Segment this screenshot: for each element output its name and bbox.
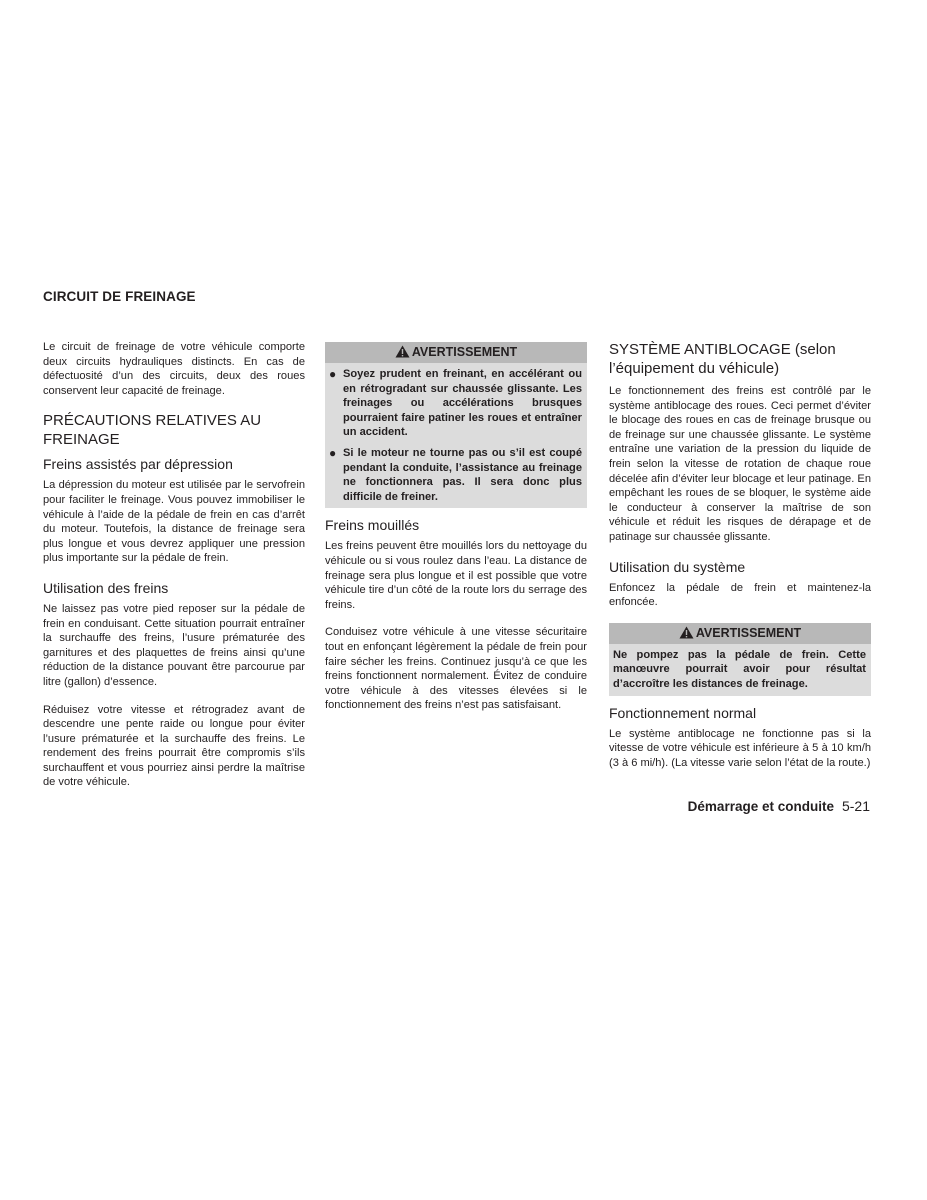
abs-heading: SYSTÈME ANTIBLOCAGE (selon l’équipement du véhicule)	[609, 341, 836, 377]
fonctionnement-heading: Fonctionnement normal	[609, 704, 757, 721]
warning-item-text: Si le moteur ne tourne pas ou s’il est coupé pendant la conduite, l’assistance au freinage ne fonctionnera pas. Il sera donc plus difficile de freiner.	[343, 446, 582, 503]
warning-header	[609, 623, 871, 644]
warning-body	[325, 363, 587, 508]
freins-mouilles-heading: Freins mouillés	[325, 517, 420, 534]
freins-mouilles-paragraph-2: Conduisez votre véhicule à une vitesse sécuritaire tout en enfonçant légèrement la pédale de frein pour faire sécher les freins. Continuez jusqu’à ce que les freins fonctionnent normalement. Évitez de conduire votre véhicule à des vitesses élevées si le fonctionnement des freins n’est pas satisfaisant.	[325, 626, 587, 712]
warning-item-text: Soyez prudent en freinant, en accélérant ou en rétrogradant sur chaussée glissante. Les freinages ou accélérations brusques pourraient faire patiner les roues et entraîner un accident.	[343, 368, 582, 439]
page-number: 5-21	[841, 798, 870, 814]
warning-body	[609, 644, 871, 696]
freins-mouilles-paragraph-1: Les freins peuvent être mouillés lors du nettoyage du véhicule ou si vous roulez dans l’eau. La distance de freinage sera plus longue et il est possible que votre véhicule tire d’un côté de la route lors du serrage des freins.	[325, 540, 587, 611]
bullet-icon: ●	[329, 445, 337, 460]
warning-triangle-icon	[679, 626, 694, 639]
column-2	[325, 340, 587, 726]
fonctionnement-paragraph: Le système antiblocage ne fonctionne pas si la vitesse de votre véhicule est inférieure à 5 à 10 km/h (3 à 6 mi/h). (La vitesse varie selon l’état de la route.)	[609, 727, 871, 769]
column-3	[609, 340, 871, 783]
utilisation-systeme-paragraph: Enfoncez la pédale de frein et maintenez-la enfoncée.	[609, 581, 871, 609]
abs-paragraph: Le fonctionnement des freins est contrôlé par le système antiblocage des roues. Ceci permet d’éviter le blocage des roues en cas de freinage brusque ou de freinage sur une chaussée glissante. Le système entraîne une variation de la pression du liquide de frein selon la vitesse de rotation de chaque roue décelée afin d’éviter leur blocage et leur patinage. En empêchant les roues de se bloquer, le système aide le conducteur à conserver la maîtrise de son véhicule et réduit les risques de dérapage et de patinage sur chaussée glissante.	[609, 385, 871, 543]
warning-item	[329, 367, 582, 440]
freins-assistes-heading: Freins assistés par dépression	[43, 456, 233, 473]
warning-box-abs	[609, 623, 871, 696]
section-title: CIRCUIT DE FREINAGE	[43, 289, 196, 304]
utilisation-freins-paragraph-1: Ne laissez pas votre pied reposer sur la pédale de frein en conduisant. Cette situation pourrait entraîner la surchauffe des freins, l’usure prématurée des garnitures et des plaquettes de freins ainsi qu’une réduction de la distance pouvant être parcourue par litre (gallon) d’essence.	[43, 602, 305, 688]
warning-item	[329, 446, 582, 504]
column-1	[43, 340, 305, 803]
warning-header	[325, 342, 587, 363]
warning-box	[325, 342, 587, 508]
page-footer	[688, 798, 870, 814]
warning-title: AVERTISSEMENT	[695, 625, 802, 640]
warning-triangle-icon	[395, 345, 410, 358]
warning-text: Ne pompez pas la pédale de frein. Cette manœuvre pourrait avoir pour résultat d’accroître les distances de freinage.	[613, 648, 866, 690]
utilisation-freins-heading: Utilisation des freins	[43, 579, 169, 596]
warning-title: AVERTISSEMENT	[411, 345, 518, 359]
precautions-heading: PRÉCAUTIONS RELATIVES AU FREINAGE	[43, 412, 262, 449]
utilisation-systeme-heading: Utilisation du système	[609, 558, 746, 575]
chapter-title: Démarrage et conduite	[687, 799, 834, 814]
utilisation-freins-paragraph-2: Réduisez votre vitesse et rétrogradez avant de descendre une pente raide ou longue pour éviter l’usure prématurée et la surchauffe des freins. Le rendement des freins pourrait être compromis s’ils surchauffent et vous pourriez ainsi perdre la maîtrise de votre véhicule.	[43, 703, 305, 789]
bullet-icon: ●	[329, 367, 337, 381]
intro-paragraph: Le circuit de freinage de votre véhicule comporte deux circuits hydrauliques distincts. En cas de défectuosité d’un des circuits, deux des roues conservent leur capacité de freinage.	[43, 341, 305, 397]
freins-assistes-paragraph: La dépression du moteur est utilisée par le servofrein pour faciliter le freinage. Vous pouvez immobiliser le véhicule à l’aide de la pédale de frein en cas d’arrêt du moteur. Toutefois, la distance de freinage sera plus longue et vous devrez appliquer une pression plus importante sur la pédale de frein.	[43, 479, 305, 565]
